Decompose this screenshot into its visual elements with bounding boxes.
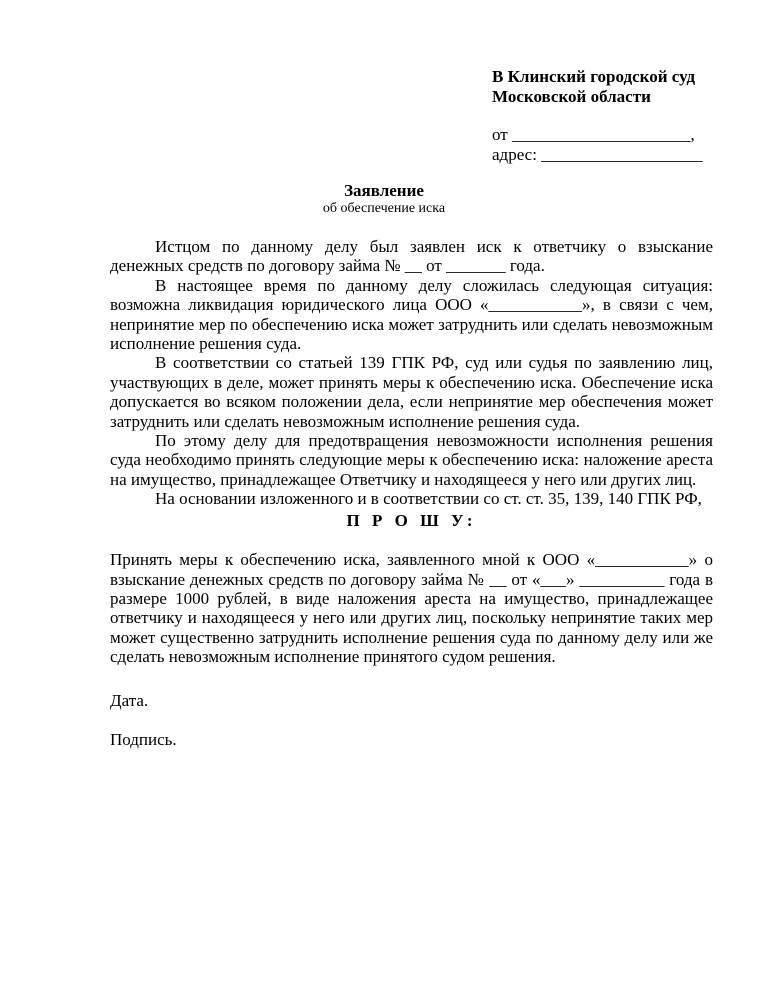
court-name-line-2: Московской области <box>492 87 651 106</box>
document-title-block <box>0 181 768 217</box>
request-heading: П Р О Ш У: <box>346 510 477 530</box>
date-label: Дата. <box>110 690 149 710</box>
paragraph-legal-basis: В соответствии со статьей 139 ГПК РФ, суд или судья по заявлению лиц, участвующих в деле, может принять меры к обеспечению иска. Обеспечение иска допускается во всяком положении дела, если непринятие мер обеспечения может затруднить или сделать невозможным исполнение решения суда. <box>110 353 713 431</box>
request-text: Принять меры к обеспечению иска, заявленного мной к ООО «___________» о взыскание денежных средств по договору займа № __ от «___» __________ года в размере 1000 рублей, в виде наложения ареста на имущество, принадлежащее ответчику и находящееся у него или других лиц, поскольку непринятие таких мер может существенно затруднить исполнение решения суда по данному делу или же сделать невозможным исполнение принятого судом решения. <box>110 550 713 667</box>
applicant-address-line: адрес: ___________________ <box>492 145 703 164</box>
applicant-from-line: от _____________________, <box>492 125 695 144</box>
signature-label: Подпись. <box>110 729 177 749</box>
paragraph-grounds: На основании изложенного и в соответствии со ст. ст. 35, 139, 140 ГПК РФ, <box>155 489 702 509</box>
court-name-line-1: В Клинский городской суд <box>492 67 696 86</box>
document-title: Заявление <box>344 181 424 200</box>
addressee-block <box>492 67 742 165</box>
paragraph-measures: По этому делу для предотвращения невозможности исполнения решения суда необходимо принять следующие меры к обеспечению иска: наложение ареста на имущество, принадлежащее Ответчику и находящееся у него или других лиц. <box>110 431 713 489</box>
paragraph-claim: Истцом по данному делу был заявлен иск к ответчику о взыскание денежных средств по договору займа № __ от _______ года. <box>110 237 713 276</box>
paragraph-situation: В настоящее время по данному делу сложилась следующая ситуация: возможна ликвидация юридического лица ООО «___________», в связи с чем, непринятие мер по обеспечению иска может затруднить или сделать невозможным исполнение решения суда. <box>110 275 713 354</box>
document-subtitle: об обеспечение иска <box>322 201 446 216</box>
document-body <box>110 237 713 749</box>
